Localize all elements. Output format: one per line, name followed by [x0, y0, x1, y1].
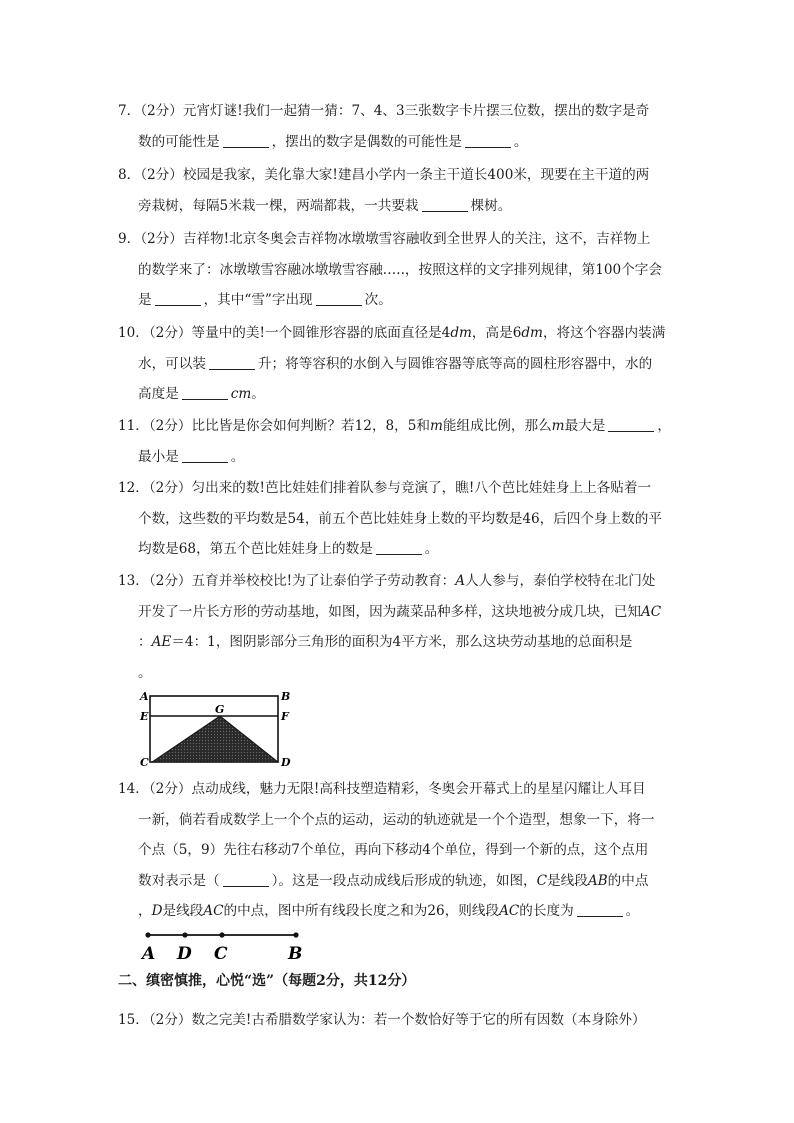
q14-var-AB: AB: [587, 872, 608, 889]
q12-text-3b: 。: [424, 541, 439, 557]
q14-text-3: 个点（5，9）先往右移动7个单位，再向下移动4个单位，得到一个新的点，这个点用: [138, 842, 649, 858]
q9-line-3: [118, 285, 678, 316]
shaded-triangle-CGD: [152, 716, 278, 762]
q9-text-3a: 是: [138, 292, 152, 308]
question-8: [118, 160, 678, 221]
q12-line-1: [118, 473, 678, 504]
q10-text-2a: 水，可以装: [138, 355, 206, 372]
q11-text-1b: 能组成比例，那么: [442, 418, 552, 434]
question-15: [118, 1005, 678, 1036]
q9-line-1: [118, 224, 678, 255]
q12-text-1: 12．（2分）匀出来的数!芭比娃娃们排着队参与竞演了，瞧!八个芭比娃娃身上上各贴着一: [118, 480, 652, 496]
q14-text-5c: 的中点，图中所有线段长度之和为26，则线段: [223, 903, 500, 919]
q11-text-1d: ，: [657, 418, 671, 434]
label-A: A: [140, 690, 149, 703]
q7-text-2a: 数的可能性是: [138, 133, 220, 150]
label-B: B: [281, 690, 291, 703]
seg-label-C: C: [214, 944, 228, 964]
q10-text-3a: 高度是: [138, 386, 179, 402]
point-C: [219, 932, 224, 937]
question-14: [118, 774, 678, 927]
q14-var-AC-2: AC: [499, 903, 520, 919]
question-12: [118, 473, 678, 565]
q10-text-1b: ，高是6: [471, 325, 522, 341]
q14-text-5a: ，: [138, 903, 152, 919]
q11-var-m-1: m: [430, 418, 443, 434]
section-2-heading: 二、缜密慎推，心悦“选”（每题2分，共12分）: [118, 973, 416, 989]
q13-text-4: 。: [138, 664, 152, 681]
q14-text-1: 14．（2分）点动成线，魅力无限!高科技塑造精彩，冬奥会开幕式上的星星闪耀让人耳目: [118, 781, 646, 797]
q8-text-2a: 旁栽树，每隔5米栽一棵，两端都栽，一共要栽: [138, 197, 419, 214]
q9-text-3b: ，其中“雪”字出现: [203, 292, 313, 308]
q14-line-1: [118, 774, 678, 805]
q10-blank-1[interactable]: [209, 355, 255, 370]
label-C: C: [140, 756, 149, 769]
q14-text-5d: 的长度为: [519, 903, 574, 919]
seg-label-A: A: [142, 944, 156, 964]
q14-segment-figure: [138, 926, 318, 964]
label-G: G: [215, 703, 225, 716]
q12-text-2: 个数，这些数的平均数是54，前五个芭比娃娃身上数的平均数是46，后四个身上数的平: [138, 510, 662, 527]
q11-text-2a: 最小是: [138, 448, 179, 465]
q14-text-5e: 。: [625, 903, 640, 919]
q7-text-2c: 。: [513, 133, 528, 150]
q12-text-3a: 均数是68，第五个芭比娃娃身上的数是: [138, 541, 373, 557]
q14-text-5b: 是线段: [162, 903, 204, 919]
point-A: [145, 932, 150, 937]
q14-text-4b: ）。这是一段点动成线后形成的轨迹，如图，: [271, 872, 537, 889]
q11-var-m-2: m: [551, 418, 565, 434]
q14-blank-1[interactable]: [223, 872, 269, 887]
label-F: F: [281, 710, 289, 723]
q9-text-2: 的数学来了：冰墩墩雪容融冰墩墩雪容融…..，按照这样的文字排列规律，第100个字会: [138, 261, 662, 278]
q14-var-AC-1: AC: [203, 903, 224, 919]
q14-line-4: [118, 866, 678, 897]
q11-text-1a: 11．（2分）比比皆是你会如何判断？若12，8，5和: [118, 418, 431, 434]
q7-line-2: [118, 127, 678, 158]
q14-var-D: D: [151, 903, 163, 919]
q11-text-1c: 最大是: [564, 418, 606, 434]
q10-line-1: [118, 318, 678, 349]
q14-var-C: C: [536, 872, 548, 889]
q9-text-1: 9．（2分）吉祥物!北京冬奥会吉祥物冰墩墩雪容融收到全世界人的关注，这不，吉祥物上: [118, 231, 651, 247]
q8-line-2: [118, 191, 678, 222]
q14-text-4d: 的中点: [607, 872, 649, 889]
q14-text-4c: 是线段: [547, 872, 588, 889]
q7-text-2b: ，摆出的数字是偶数的可能性是: [271, 133, 462, 150]
label-E: E: [140, 710, 149, 723]
q13-line-3: [118, 627, 678, 658]
q13-text-2a: 开发了一片长方形的劳动基地，如图，因为蔬菜品种多样，这块地被分成几块，已知: [138, 603, 641, 620]
q10-unit-dm-2: dm: [521, 325, 543, 341]
q7-line-1: [118, 96, 678, 127]
q10-unit-cm: cm: [230, 386, 252, 402]
q10-line-2: [118, 349, 678, 380]
question-7: [118, 96, 678, 157]
q13-text-3b: ＝4：1，图阴影部分三角形的面积为4平方米，那么这块劳动基地的总面积是: [171, 634, 633, 650]
q9-blank-2[interactable]: [316, 291, 362, 306]
q10-text-1a: 10．（2分）等量中的美!一个圆锥形容器的底面直径是4: [118, 325, 451, 341]
q11-line-2: [118, 442, 678, 473]
q8-line-1: [118, 160, 678, 191]
q8-blank-1[interactable]: [422, 197, 468, 212]
q13-text-3a: ：: [138, 634, 152, 650]
q11-text-2b: 。: [230, 448, 245, 465]
point-D: [182, 932, 187, 937]
q11-line-1: [118, 411, 678, 442]
q14-blank-2[interactable]: [577, 902, 623, 917]
point-B: [293, 932, 298, 937]
q15-line-1: [118, 1005, 678, 1036]
q8-text-2b: 棵树。: [470, 197, 512, 214]
q13-line-1: [118, 566, 678, 597]
q10-text-2b: 升；将等容积的水倒入与圆锥容器等底等高的圆柱形容器中，水的: [257, 355, 653, 372]
q13-var-AE: AE: [151, 634, 172, 650]
q12-line-2: [118, 504, 678, 535]
question-11: [118, 411, 678, 472]
q13-line-2: [118, 597, 678, 628]
q10-text-1c: ，将这个容器内装满: [542, 325, 666, 341]
q13-text-1: 13．（2分）五育并举校校比!为了让泰伯学子劳动教育：: [118, 573, 456, 589]
q13-text-1b: 人人参与，泰伯学校特在北门处: [465, 573, 656, 589]
q14-line-5: [118, 896, 678, 927]
q12-blank-1[interactable]: [376, 540, 422, 555]
q14-text-4a: 数对表示是（: [138, 872, 220, 889]
q11-blank-1[interactable]: [608, 417, 654, 432]
q10-blank-2[interactable]: [182, 385, 228, 400]
q10-text-3b: 。: [251, 386, 265, 402]
question-10: [118, 318, 678, 410]
seg-label-B: B: [288, 944, 303, 964]
q9-line-2: [118, 255, 678, 286]
q14-text-2: 一新，倘若看成数学上一个个点的运动，运动的轨迹就是一个个造型，想象一下，将一: [138, 811, 655, 828]
q15-text-1: 15．（2分）数之完美!古希腊数学家认为：若一个数恰好等于它的所有因数（本身除外）: [118, 1012, 646, 1028]
seg-label-D: D: [177, 944, 192, 964]
q10-unit-dm-1: dm: [450, 325, 472, 341]
label-D: D: [281, 756, 291, 769]
q10-line-3: [118, 379, 678, 410]
q11-blank-2[interactable]: [182, 448, 228, 463]
q7-blank-2[interactable]: [465, 133, 511, 148]
q9-blank-1[interactable]: [155, 291, 201, 306]
q7-blank-1[interactable]: [223, 133, 269, 148]
q9-text-3c: 次。: [364, 292, 392, 308]
q13-line-4: [118, 658, 678, 689]
q13-var-A: A: [455, 573, 466, 589]
question-9: [118, 224, 678, 316]
q14-line-3: [118, 835, 678, 866]
q7-text-1: 7．（2分）元宵灯谜!我们一起猜一猜：7、4、3三张数字卡片摆三位数，摆出的数字是奇: [118, 103, 650, 119]
question-13: [118, 566, 678, 688]
q13-var-AC: AC: [640, 603, 662, 620]
q13-rectangle-figure: [138, 688, 298, 770]
q8-text-1: 8．（2分）校园是我家，美化靠大家!建昌小学内一条主干道长400米，现要在主干道的两: [118, 167, 650, 183]
q14-line-2: [118, 805, 678, 836]
q12-line-3: [118, 534, 678, 565]
